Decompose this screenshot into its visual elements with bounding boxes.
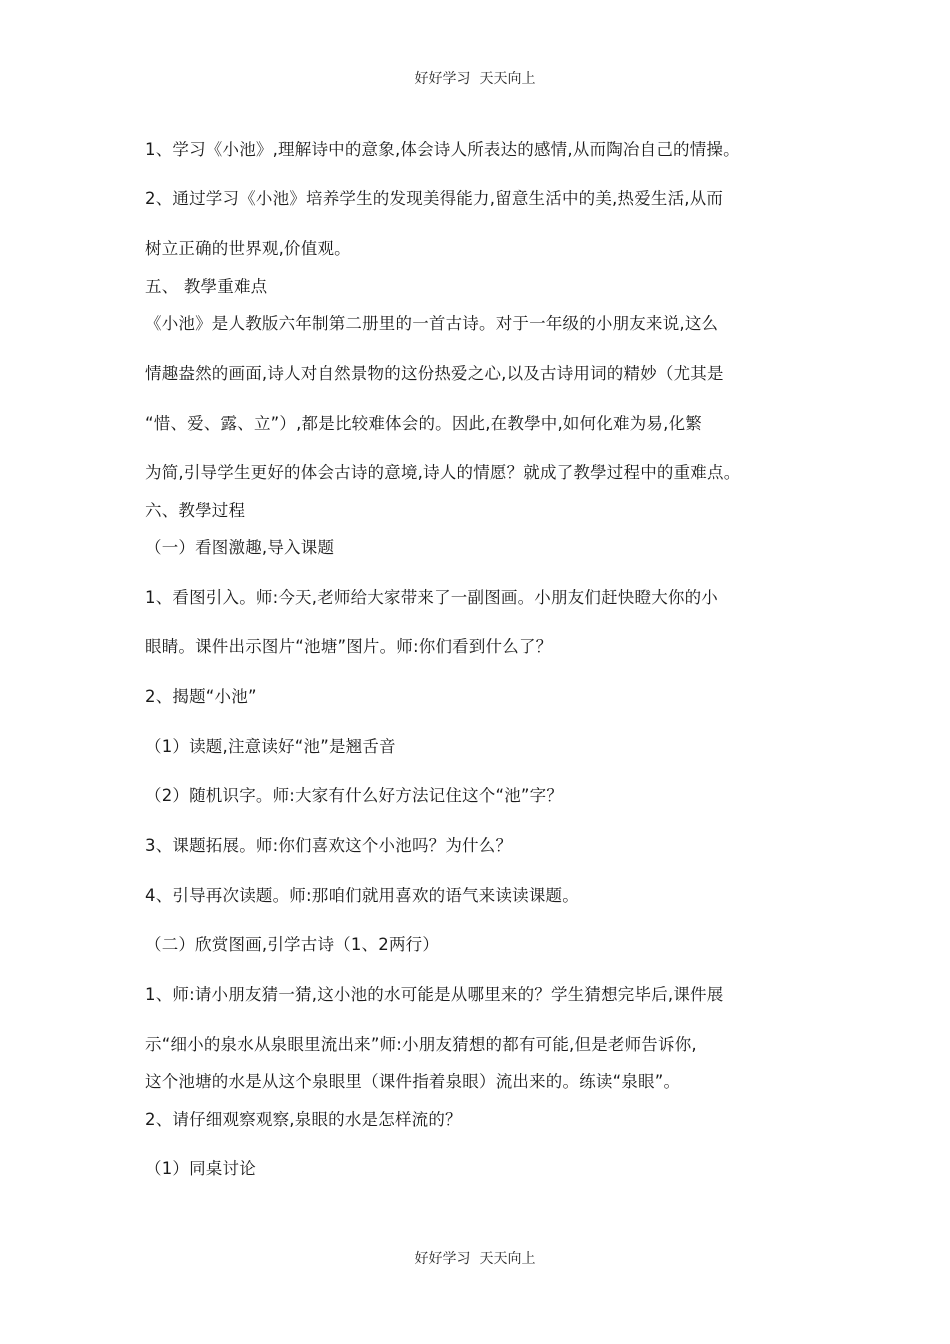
- process-line-6: 3、课题拓展。师:你们喜欢这个小池吗？为什么？: [145, 836, 513, 855]
- process-line-2: 眼睛。课件出示图片“池塘”图片。师:你们看到什么了？: [145, 637, 553, 656]
- process-line-8: 1、师:请小朋友猜一猜,这小池的水可能是从哪里来的？学生猜想完毕后,课件展: [145, 985, 724, 1004]
- difficulty-line-4: 为简,引导学生更好的体会古诗的意境,诗人的情愿？就成了教學过程中的重难点。: [145, 463, 741, 482]
- difficulty-line-3: “惜、爱、露、立”）,都是比较难体会的。因此,在教學中,如何化难为易,化繁: [145, 414, 702, 433]
- section-heading-6: 六、教學过程: [145, 501, 246, 520]
- subsection-heading-1: （一）看图激趣,导入课题: [145, 538, 335, 557]
- process-line-11: 2、请仔细观察观察,泉眼的水是怎样流的？: [145, 1110, 462, 1129]
- process-line-3: 2、揭题“小池”: [145, 687, 257, 706]
- process-line-12: （1）同桌讨论: [145, 1159, 256, 1178]
- page-footer: 好好学习 天天向上: [414, 1251, 536, 1267]
- objective-line-2: 2、通过学习《小池》培养学生的发现美得能力,留意生活中的美,热爱生活,从而: [145, 189, 724, 208]
- process-line-5: （2）随机识字。师:大家有什么好方法记住这个“池”字？: [145, 786, 564, 805]
- process-line-9: 示“细小的泉水从泉眼里流出来”师:小朋友猜想的都有可能,但是老师告诉你,: [145, 1035, 697, 1054]
- section-heading-5: 五、 教學重难点: [145, 277, 268, 296]
- page-header: 好好学习 天天向上: [414, 71, 536, 87]
- objective-line-3: 树立正确的世界观,价值观。: [145, 239, 351, 258]
- difficulty-line-1: 《小池》是人教版六年制第二册里的一首古诗。对于一年级的小朋友来说,这么: [145, 314, 719, 333]
- process-line-4: （1）读题,注意读好“池”是翘舌音: [145, 737, 396, 756]
- process-line-7: 4、引导再次读题。师:那咱们就用喜欢的语气来读读课题。: [145, 886, 579, 905]
- process-line-1: 1、看图引入。师:今天,老师给大家带来了一副图画。小朋友们赶快瞪大你的小: [145, 588, 719, 607]
- subsection-heading-2: （二）欣赏图画,引学古诗（1、2两行）: [145, 935, 440, 954]
- objective-line-1: 1、学习《小池》,理解诗中的意象,体会诗人所表达的感情,从而陶冶自己的情操。: [145, 140, 740, 159]
- process-line-10: 这个池塘的水是从这个泉眼里（课件指着泉眼）流出来的。练读“泉眼”。: [145, 1072, 681, 1091]
- difficulty-line-2: 情趣盎然的画面,诗人对自然景物的这份热爱之心,以及古诗用词的精妙（尤其是: [145, 364, 724, 383]
